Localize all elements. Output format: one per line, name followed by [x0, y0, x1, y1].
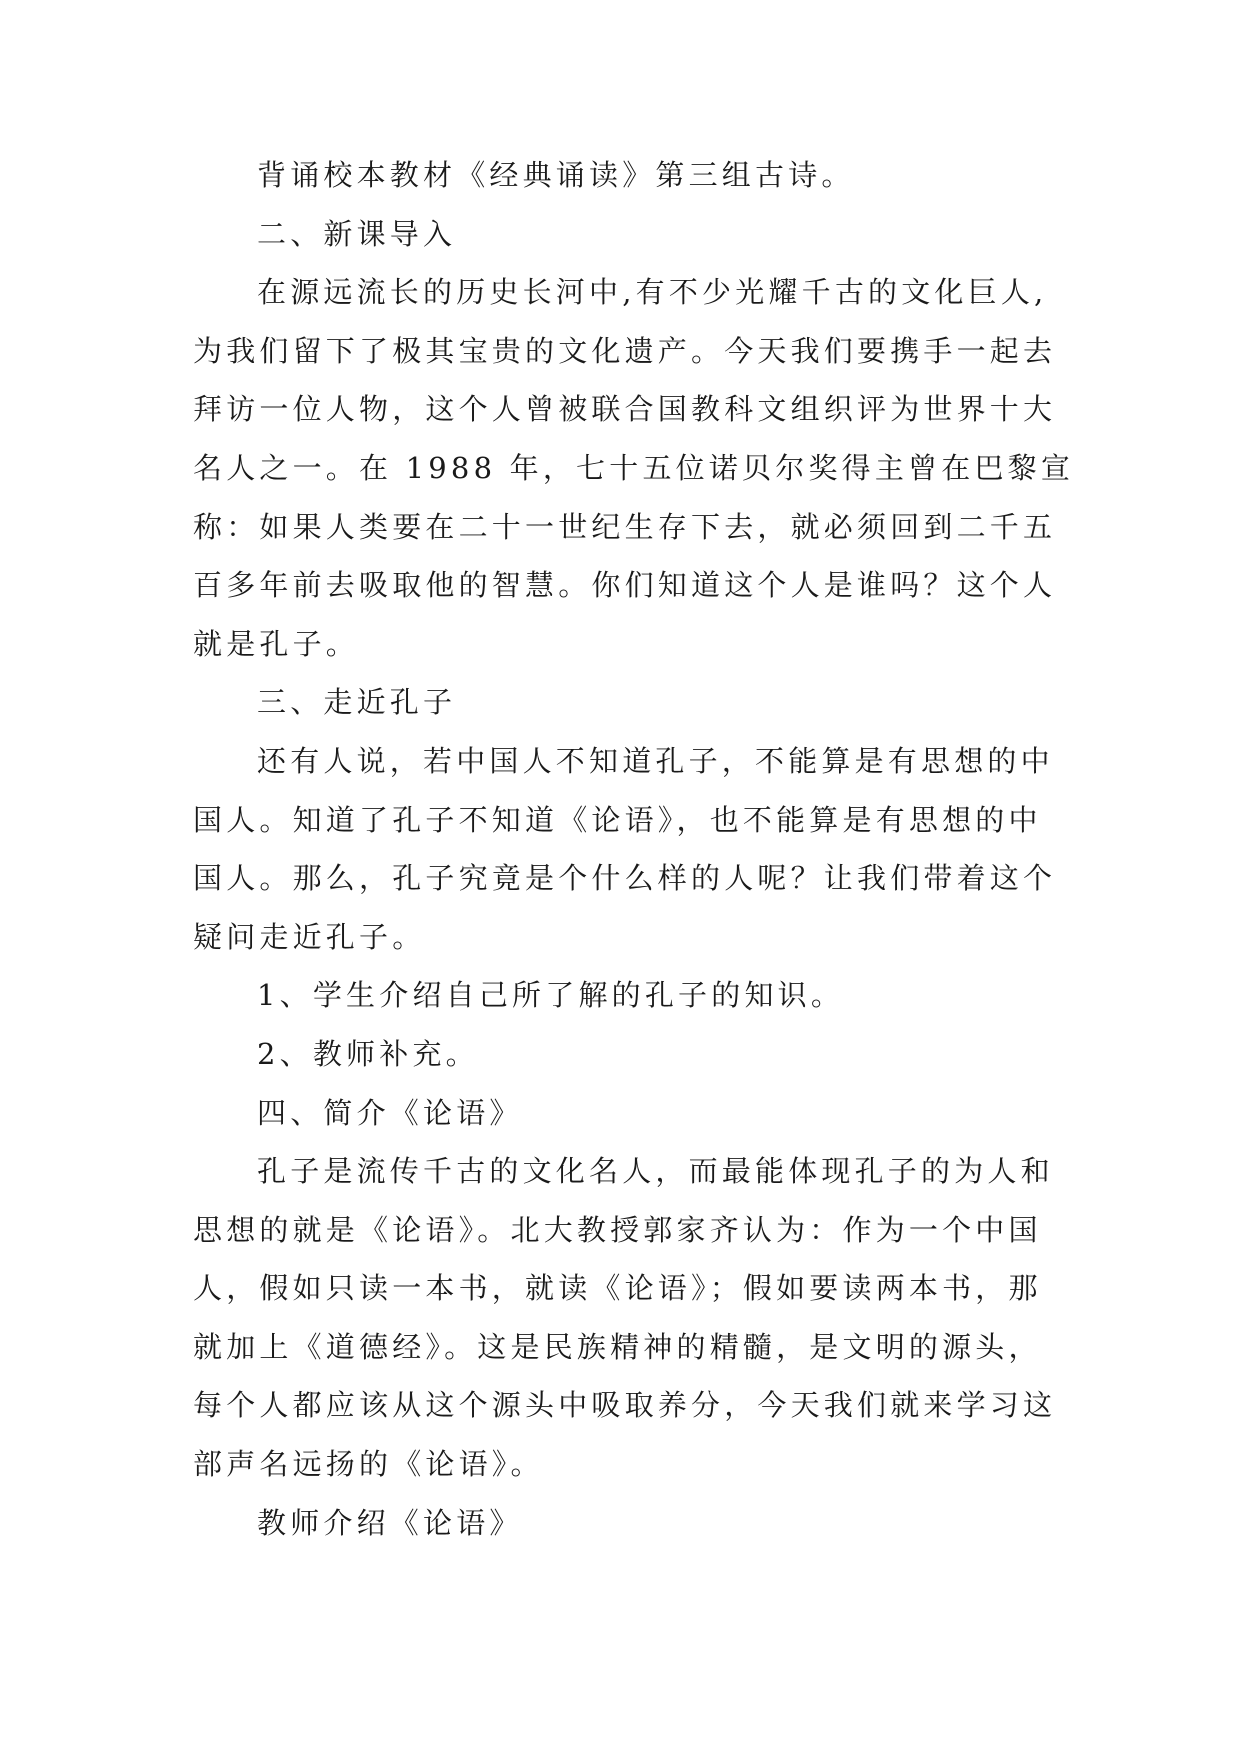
list-item: 1、学生介绍自己所了解的孔子的知识。 [257, 978, 845, 1013]
text-line: 疑问走近孔子。 [193, 919, 426, 954]
section-heading: 四、简介《论语》 [257, 1095, 523, 1130]
text-line: 为我们留下了极其宝贵的文化遗产。今天我们要携手一起去 [193, 333, 1057, 368]
text-line: 还有人说，若中国人不知道孔子，不能算是有思想的中 [257, 743, 1054, 778]
section-heading: 三、走近孔子 [257, 685, 457, 720]
text-line: 思想的就是《论语》。北大教授郭家齐认为：作为一个中国 [193, 1212, 1042, 1247]
text-line: 百多年前去吸取他的智慧。你们知道这个人是谁吗？这个人 [193, 568, 1057, 603]
text-line: 就是孔子。 [193, 626, 360, 661]
section-heading: 二、新课导入 [257, 216, 457, 251]
list-item: 2、教师补充。 [257, 1036, 479, 1071]
text-line: 就加上《道德经》。这是民族精神的精髓，是文明的源头， [193, 1329, 1042, 1364]
text-line: 称：如果人类要在二十一世纪生存下去，就必须回到二千五 [193, 509, 1057, 544]
text-line: 在源远流长的历史长河中,有不少光耀千古的文化巨人, [257, 275, 1048, 310]
text-line: 国人。那么，孔子究竟是个什么样的人呢？让我们带着这个 [193, 861, 1057, 896]
text-line: 教师介绍《论语》 [257, 1505, 523, 1540]
text-line: 人，假如只读一本书，就读《论语》；假如要读两本书，那 [193, 1271, 1042, 1306]
text-line: 名人之一。在 1988 年，七十五位诺贝尔奖得主曾在巴黎宣 [193, 450, 1075, 485]
document-body [193, 146, 1075, 1552]
text-line: 每个人都应该从这个源头中吸取养分，今天我们就来学习这 [193, 1388, 1057, 1423]
text-line: 国人。知道了孔子不知道《论语》，也不能算是有思想的中 [193, 802, 1042, 837]
text-line: 孔子是流传千古的文化名人，而最能体现孔子的为人和 [257, 1154, 1054, 1189]
text-line: 背诵校本教材《经典诵读》第三组古诗。 [257, 158, 855, 192]
text-line: 拜访一位人物，这个人曾被联合国教科文组织评为世界十大 [193, 392, 1057, 427]
text-line: 部声名远扬的《论语》。 [193, 1447, 544, 1482]
